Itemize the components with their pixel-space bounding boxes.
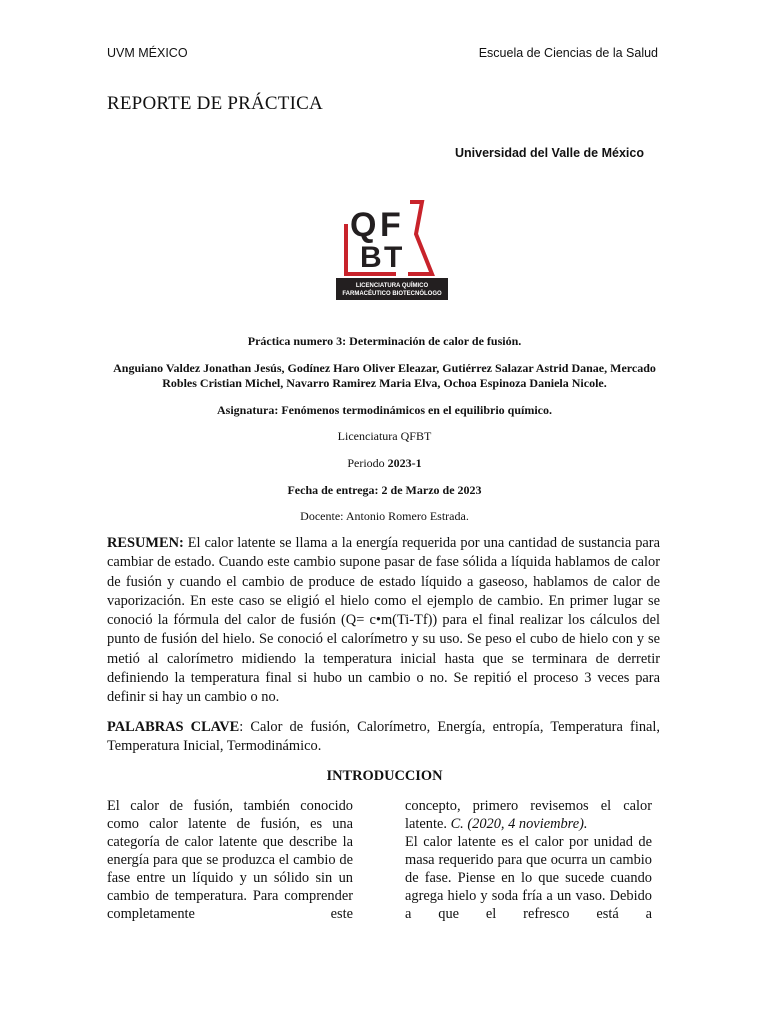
logo-letter-b: B bbox=[360, 241, 382, 274]
header-left: UVM MÉXICO bbox=[107, 46, 188, 60]
abstract bbox=[107, 534, 660, 708]
university-name: Universidad del Valle de México bbox=[455, 146, 644, 160]
teacher-dot: . bbox=[465, 509, 469, 523]
keywords-label: PALABRAS CLAVE bbox=[107, 719, 240, 735]
practice-title: Práctica numero 3: Determinación de calor de fusión. bbox=[247, 334, 522, 348]
period bbox=[107, 456, 662, 471]
keywords-text: : Calor de fusión, Calorímetro, Energía, entropía, Temperatura final, Temperatura Inicial, Termodinámico. bbox=[107, 719, 660, 755]
intro-right-text: concepto, primero revisemos el calor latente. bbox=[405, 798, 652, 832]
teacher-text: Docente: Antonio Romero Estrada bbox=[300, 509, 466, 523]
authors: Anguiano Valdez Jonathan Jesús, Godínez Haro Oliver Eleazar, Gutiérrez Salazar Astrid Danae, Mercado Robles Cristian Michel, Navarro Ramirez Maria Elva, Ochoa Espinoza Daniela Nicole. bbox=[113, 361, 656, 390]
logo-caption-line2: FARMACÉUTICO BIOTECNÓLOGO bbox=[342, 291, 442, 297]
intro-left-column: El calor de fusión, también conocido como calor latente de fusión, es una categoría de calor latente que describe la energía para que se produzca el cambio de fase entre un líquido y un sólido sin un cambio de temperatura. Para comprender completamente este bbox=[107, 798, 353, 922]
due-date: Fecha de entrega: 2 de Marzo de 2023 bbox=[287, 483, 482, 497]
abstract-label: RESUMEN: bbox=[107, 535, 184, 551]
intro-right-paragraph-1 bbox=[405, 797, 652, 833]
qfbt-logo-graphic bbox=[336, 194, 448, 300]
period-label: Periodo bbox=[347, 456, 385, 470]
degree: Licenciatura QFBT bbox=[337, 429, 432, 443]
header-right: Escuela de Ciencias de la Salud bbox=[478, 46, 658, 60]
logo-letter-t: T bbox=[384, 241, 403, 274]
abstract-text: El calor latente se llama a la energía requerida por una cantidad de sustancia para cambiar de estado. Cuando este cambio supone pasar de fase sólida a líquida hablamos de calor de fusión y cuando el cambio de produce de estado líquido a gaseoso, hablamos de calor de vaporización. En este caso se eligió el hielo como el ejemplo de cambio. En primer lugar se conoció la fórmula del calor de fusión (Q= c•m(Ti-Tf)) para el final realizar los cálculos del punto de fusión del hielo. Se conoció el calorímetro y su uso. Se peso el cubo de hielo con y se metió al calorímetro midiendo la temperatura inicial hasta que se terminara de derretir definiendo la temperatura final si hubo un cambio o no. Se repitió el proceso 3 veces para definir si hay un cambio o no. bbox=[107, 535, 660, 706]
subject: Asignatura: Fenómenos termodinámicos en el equilibrio químico. bbox=[217, 403, 552, 417]
intro-right-paragraph-2: El calor latente es el calor por unidad de masa requerido para que ocurra un cambio de fase. Piense en lo que sucede cuando agrega hielo y soda fría a un vaso. Debido a que el refresco está a bbox=[405, 834, 652, 922]
qfbt-logo bbox=[336, 194, 448, 300]
logo-letter-q: Q bbox=[350, 206, 377, 244]
teacher bbox=[107, 509, 662, 524]
citation: C. (2020, 4 noviembre). bbox=[450, 816, 588, 832]
logo-caption-line1: LICENCIATURA QUÍMICO bbox=[355, 283, 429, 289]
keywords bbox=[107, 718, 660, 757]
intro-heading: INTRODUCCION bbox=[326, 768, 443, 784]
period-value: 2023-1 bbox=[387, 456, 422, 470]
intro-right-column bbox=[405, 797, 652, 923]
document-title: REPORTE DE PRÁCTICA bbox=[107, 93, 323, 114]
logo-letter-f: F bbox=[380, 206, 401, 244]
